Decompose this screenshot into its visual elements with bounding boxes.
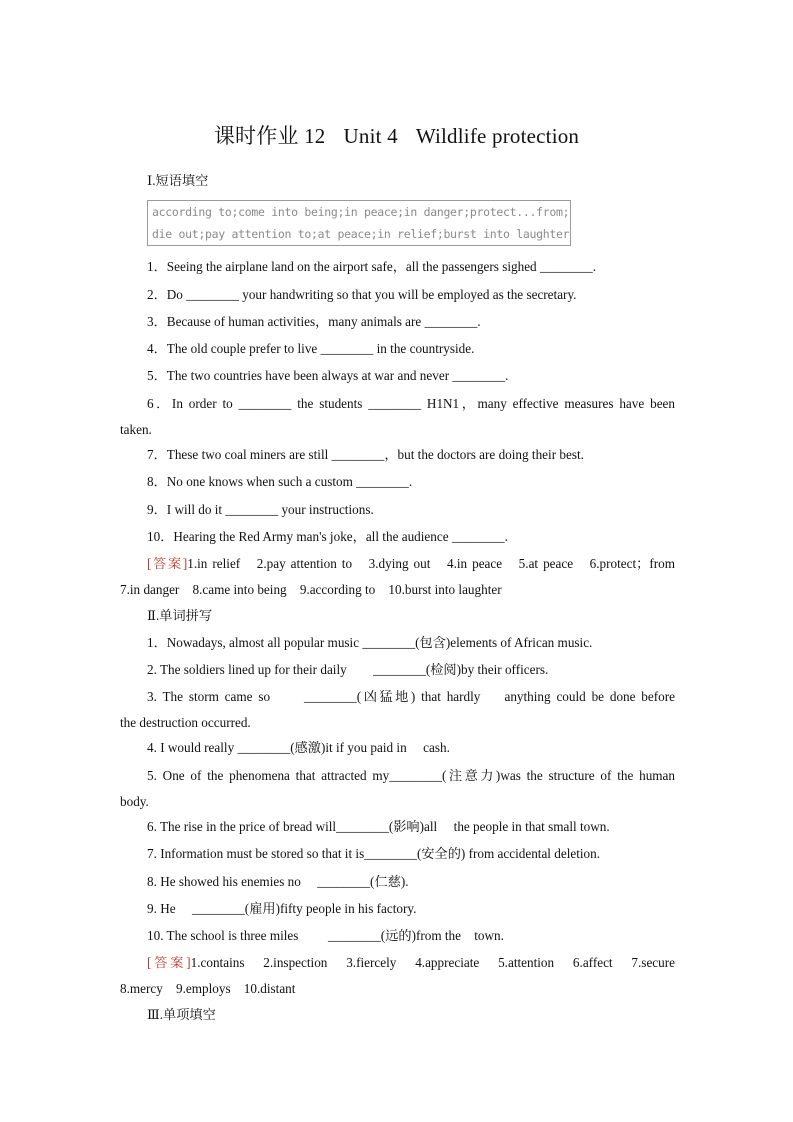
question-2-8: 8. He showed his enemies no ________(仁慈). bbox=[147, 874, 409, 889]
question-2-1: 1．Nowadays, almost all popular music ________(包含)elements of African music. bbox=[147, 635, 593, 650]
question-2-3-continued: the destruction occurred. bbox=[120, 715, 251, 730]
question-2-7: 7. Information must be stored so that it is________(安全的) from accidental deletion. bbox=[147, 846, 601, 861]
answer-key-2 bbox=[147, 954, 675, 972]
question-2-2: 2. The soldiers lined up for their daily ________(检阅)by their officers. bbox=[147, 662, 549, 677]
question-1-2: 2．Do ________ your handwriting so that you will be employed as the secretary. bbox=[147, 287, 577, 302]
phrase-bank-line-1: according to;come into being;in peace;in danger;protect...from; bbox=[152, 205, 570, 219]
answer-text-1: 1.in relief 2.pay attention to 3.dying out 4.in peace 5.at peace 6.protect；from bbox=[187, 556, 675, 571]
title-main: 课时作业 12 bbox=[213, 124, 326, 148]
question-1-8: 8．No one knows when such a custom ________. bbox=[147, 474, 413, 489]
phrase-bank-line-2: die out;pay attention to;at peace;in relief;burst into laughter bbox=[152, 227, 570, 241]
answer-text-2: 1.contains 2.inspection 3.fiercely 4.appreciate 5.attention 6.affect 7.secure bbox=[190, 955, 675, 970]
question-1-4: 4．The old couple prefer to live ________ in the countryside. bbox=[147, 341, 475, 356]
page-title bbox=[0, 120, 793, 150]
answer-label: [答案] bbox=[147, 556, 188, 571]
question-1-1: 1．Seeing the airplane land on the airport safe，all the passengers sighed ________. bbox=[147, 259, 596, 274]
question-1-6-continued: taken. bbox=[120, 422, 152, 437]
question-2-3: 3. The storm came so ________(凶猛地) that hardly anything could be done before bbox=[147, 689, 675, 704]
answer-key-1-continued: 7.in danger 8.came into being 9.according to 10.burst into laughter bbox=[120, 582, 502, 597]
section-heading-2: Ⅱ.单词拼写 bbox=[147, 608, 213, 623]
question-2-10: 10. The school is three miles ________(远的)from the town. bbox=[147, 928, 504, 943]
answer-key-2-continued: 8.mercy 9.employs 10.distant bbox=[120, 981, 296, 996]
question-1-7: 7．These two coal miners are still ________，but the doctors are doing their best. bbox=[147, 447, 584, 462]
question-2-6: 6. The rise in the price of bread will________(影响)all the people in that small town. bbox=[147, 819, 610, 834]
question-1-3: 3．Because of human activities，many animals are ________. bbox=[147, 314, 481, 329]
question-1-6: 6．In order to ________ the students ________ H1N1，many effective measures have been bbox=[147, 396, 675, 411]
section-heading-3: Ⅲ.单项填空 bbox=[147, 1007, 216, 1022]
title-topic: Wildlife protection bbox=[415, 124, 580, 148]
phrase-bank bbox=[147, 200, 571, 246]
question-2-5-continued: body. bbox=[120, 794, 149, 809]
question-2-4: 4. I would really ________(感激)it if you paid in cash. bbox=[147, 740, 450, 755]
question-1-5: 5．The two countries have been always at war and never ________. bbox=[147, 368, 509, 383]
question-2-9: 9. He ________(雇用)fifty people in his factory. bbox=[147, 901, 417, 916]
answer-key-1 bbox=[147, 555, 675, 573]
question-1-9: 9．I will do it ________ your instructions. bbox=[147, 502, 374, 517]
section-heading-1: Ⅰ.短语填空 bbox=[147, 173, 209, 188]
title-unit: Unit 4 bbox=[343, 124, 398, 148]
question-2-5: 5. One of the phenomena that attracted my________(注意力)was the structure of the human bbox=[147, 768, 675, 783]
question-1-10: 10．Hearing the Red Army man's joke，all the audience ________. bbox=[147, 529, 508, 544]
answer-label: [答案] bbox=[147, 955, 191, 970]
